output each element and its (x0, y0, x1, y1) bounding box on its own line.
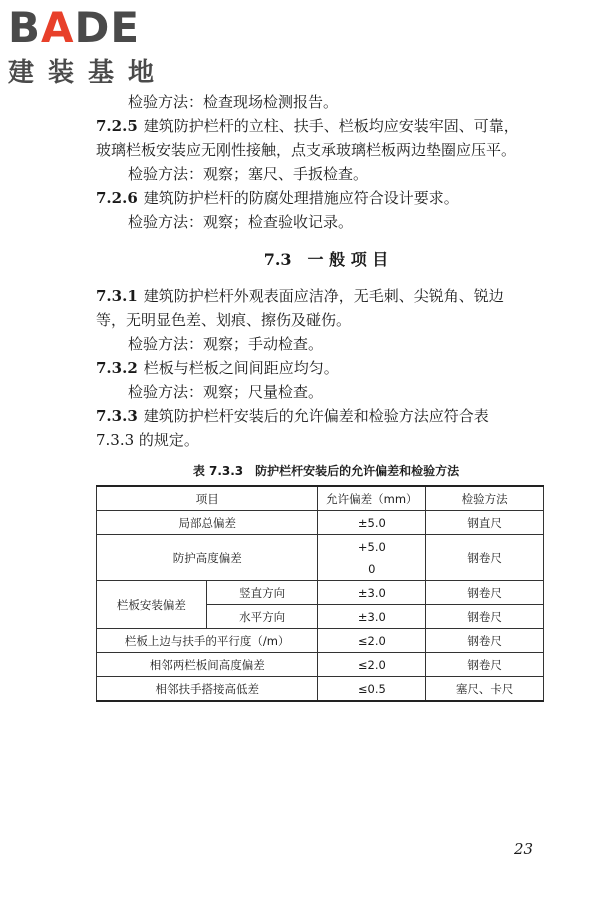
clause-7-3-1-cont: 等，无明显色差、划痕、擦伤及碰伤。 (96, 311, 352, 329)
row-subitem: 水平方向 (206, 605, 318, 629)
table-row (97, 653, 544, 677)
tolerance-upper: +5.0 (357, 539, 386, 554)
table-row (97, 511, 544, 535)
table-header-row (97, 486, 544, 511)
clause-7-3-2: 7.3.2 栏板与栏板之间间距应均匀。 (96, 359, 339, 377)
table-row (97, 535, 544, 581)
row-tolerance: ±5.0 (318, 511, 426, 535)
logo-subtitle: 建装基地 (8, 58, 169, 88)
row-item: 相邻扶手搭接高低差 (97, 677, 318, 702)
row-method: 钢卷尺 (426, 629, 544, 653)
clause-7-2-5-cont: 玻璃栏板安装应无刚性接触，点支承玻璃栏板两边垫圈应压平。 (96, 141, 517, 159)
clause-7-2-6: 7.2.6 建筑防护栏杆的防腐处理措施应符合设计要求。 (96, 189, 459, 207)
row-tolerance (318, 535, 426, 581)
check-method-731: 检验方法：观察；手动检查。 (128, 335, 324, 353)
row-item: 栏板上边与扶手的平行度（/m） (97, 629, 318, 653)
row-method: 钢卷尺 (426, 581, 544, 605)
section-title: 7.3 一 般 项 目 (263, 250, 389, 269)
header-tolerance: 允许偏差（mm） (318, 486, 426, 511)
check-method-725: 检验方法：观察；塞尺、手扳检查。 (128, 165, 369, 183)
clause-7-3-1: 7.3.1 建筑防护栏杆外观表面应洁净，无毛刺、尖锐角、锐边 (96, 287, 504, 305)
bade-logo (8, 3, 169, 89)
logo-wordmark: BADE (8, 3, 141, 52)
row-method: 钢卷尺 (426, 535, 544, 581)
row-tolerance: ±3.0 (318, 605, 426, 629)
header-method: 检验方法 (426, 486, 544, 511)
row-tolerance: ≤2.0 (318, 629, 426, 653)
header-item: 项目 (97, 486, 318, 511)
row-item: 防护高度偏差 (97, 535, 318, 581)
tolerance-table (96, 485, 544, 702)
table-row (97, 677, 544, 702)
row-method: 塞尺、卡尺 (426, 677, 544, 702)
row-group: 栏板安装偏差 (97, 581, 207, 629)
tolerance-lower: 0 (368, 561, 376, 576)
page-number: 23 (514, 840, 534, 858)
row-tolerance: ±3.0 (318, 581, 426, 605)
row-tolerance: ≤2.0 (318, 653, 426, 677)
check-method-726: 检验方法：观察；检查验收记录。 (128, 213, 354, 231)
table-row (97, 581, 544, 605)
clause-7-3-3: 7.3.3 建筑防护栏杆安装后的允许偏差和检验方法应符合表 (96, 407, 489, 425)
row-method: 钢直尺 (426, 511, 544, 535)
row-item: 相邻两栏板间高度偏差 (97, 653, 318, 677)
row-method: 钢卷尺 (426, 653, 544, 677)
check-method-724: 检验方法：检查现场检测报告。 (128, 93, 339, 111)
table-caption: 表 7.3.3 防护栏杆安装后的允许偏差和检验方法 (192, 464, 460, 478)
clause-7-3-3-cont: 7.3.3 的规定。 (96, 431, 199, 449)
row-method: 钢卷尺 (426, 605, 544, 629)
table-row (97, 629, 544, 653)
row-item: 局部总偏差 (97, 511, 318, 535)
page-body (96, 90, 556, 702)
row-tolerance: ≤0.5 (318, 677, 426, 702)
clause-7-2-5: 7.2.5 建筑防护栏杆的立柱、扶手、栏板均应安装牢固、可靠， (96, 117, 519, 135)
check-method-732: 检验方法：观察；尺量检查。 (128, 383, 324, 401)
row-subitem: 竖直方向 (206, 581, 318, 605)
